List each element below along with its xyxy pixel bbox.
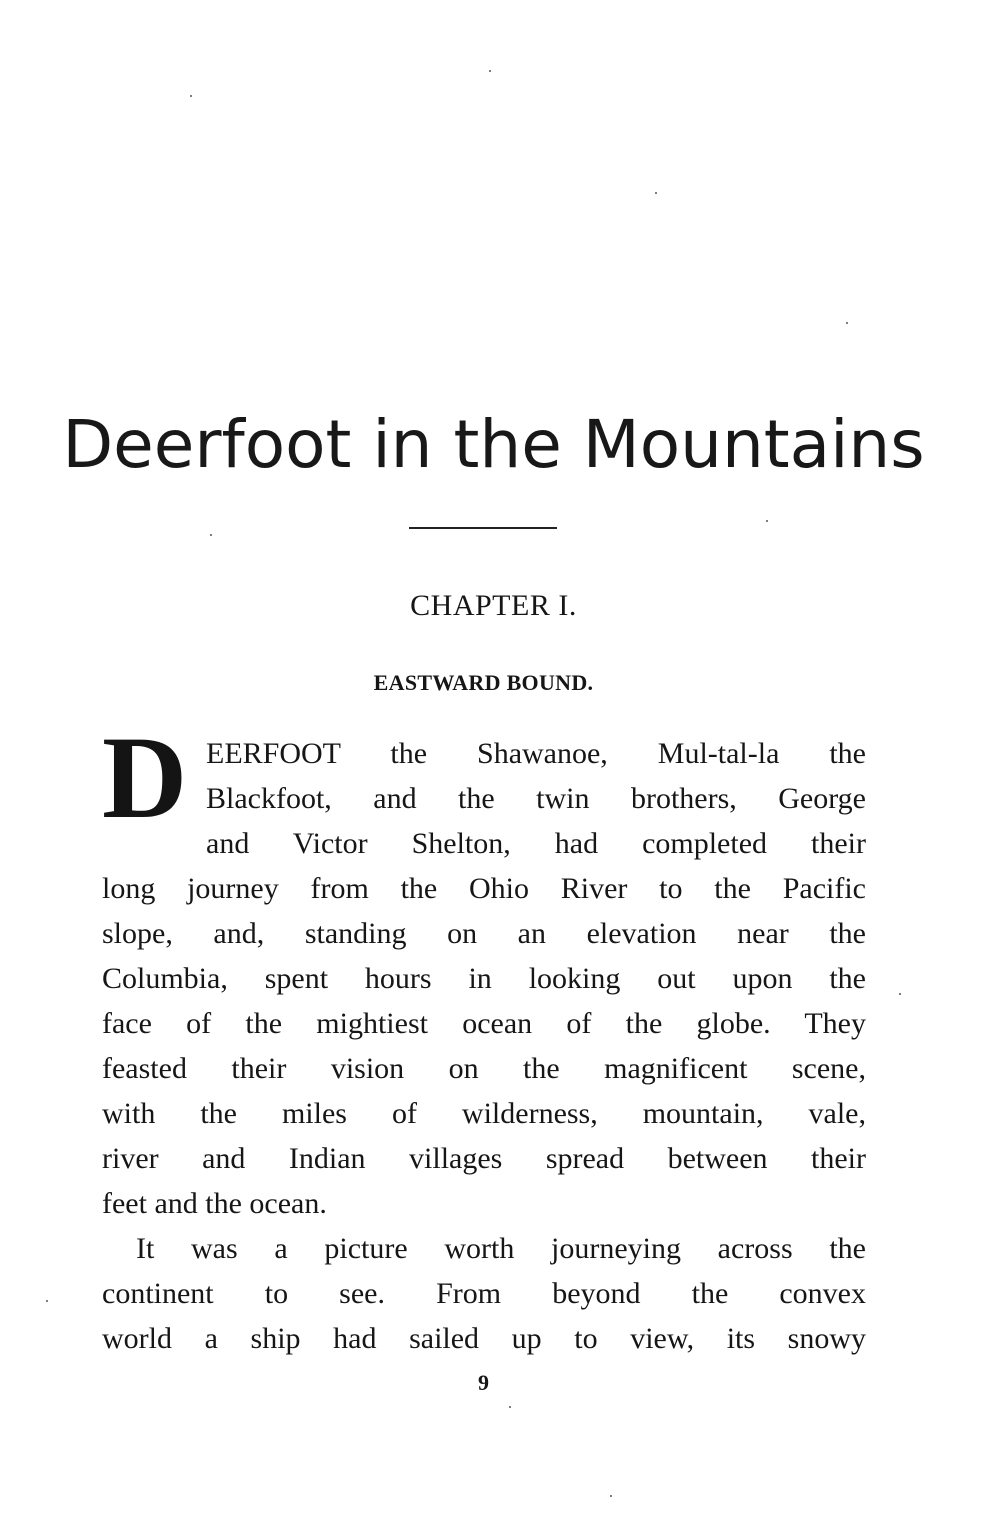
text-line: feasted their vision on the magnificent scene, (102, 1052, 866, 1085)
text-line: EERFOOT the Shawanoe, Mul-tal-la the (206, 737, 866, 770)
paragraph-1 (102, 731, 866, 1226)
scan-speck (655, 192, 657, 194)
text-line: and Victor Shelton, had completed their (206, 827, 866, 860)
text-line: continent to see. From beyond the convex (102, 1277, 866, 1310)
text-line: long journey from the Ohio River to the Pacific (102, 872, 866, 905)
body-text (102, 731, 866, 1361)
text-line: slope, and, standing on an elevation near the (102, 917, 866, 950)
scan-speck (489, 70, 491, 72)
text-line: face of the mightiest ocean of the globe. They (102, 1007, 866, 1040)
text-line: Columbia, spent hours in looking out upon the (102, 962, 866, 995)
text-line: world a ship had sailed up to view, its snowy (102, 1322, 866, 1355)
scan-speck (190, 95, 192, 97)
text-line: river and Indian villages spread between their (102, 1142, 866, 1175)
text-line: Blackfoot, and the twin brothers, George (206, 782, 866, 815)
chapter-title: EASTWARD BOUND. (373, 670, 594, 695)
scan-speck (610, 1495, 612, 1497)
chapter-number: CHAPTER I. (410, 589, 577, 622)
text-line: with the miles of wilderness, mountain, vale, (102, 1097, 866, 1130)
scan-speck (766, 520, 768, 522)
drop-cap-letter: D (102, 712, 188, 843)
page-number: 9 (478, 1370, 489, 1395)
text-line: It was a picture worth journeying across the (136, 1232, 866, 1265)
scan-speck (846, 322, 848, 324)
scan-speck (899, 993, 901, 995)
book-title: Deerfoot in the Mountains (62, 406, 925, 483)
scan-speck (509, 1406, 511, 1408)
scan-speck (210, 534, 212, 536)
scan-speck (46, 1300, 48, 1302)
paragraph-2 (102, 1226, 866, 1361)
text-line: feet and the ocean. (102, 1187, 327, 1220)
title-divider (409, 527, 557, 529)
